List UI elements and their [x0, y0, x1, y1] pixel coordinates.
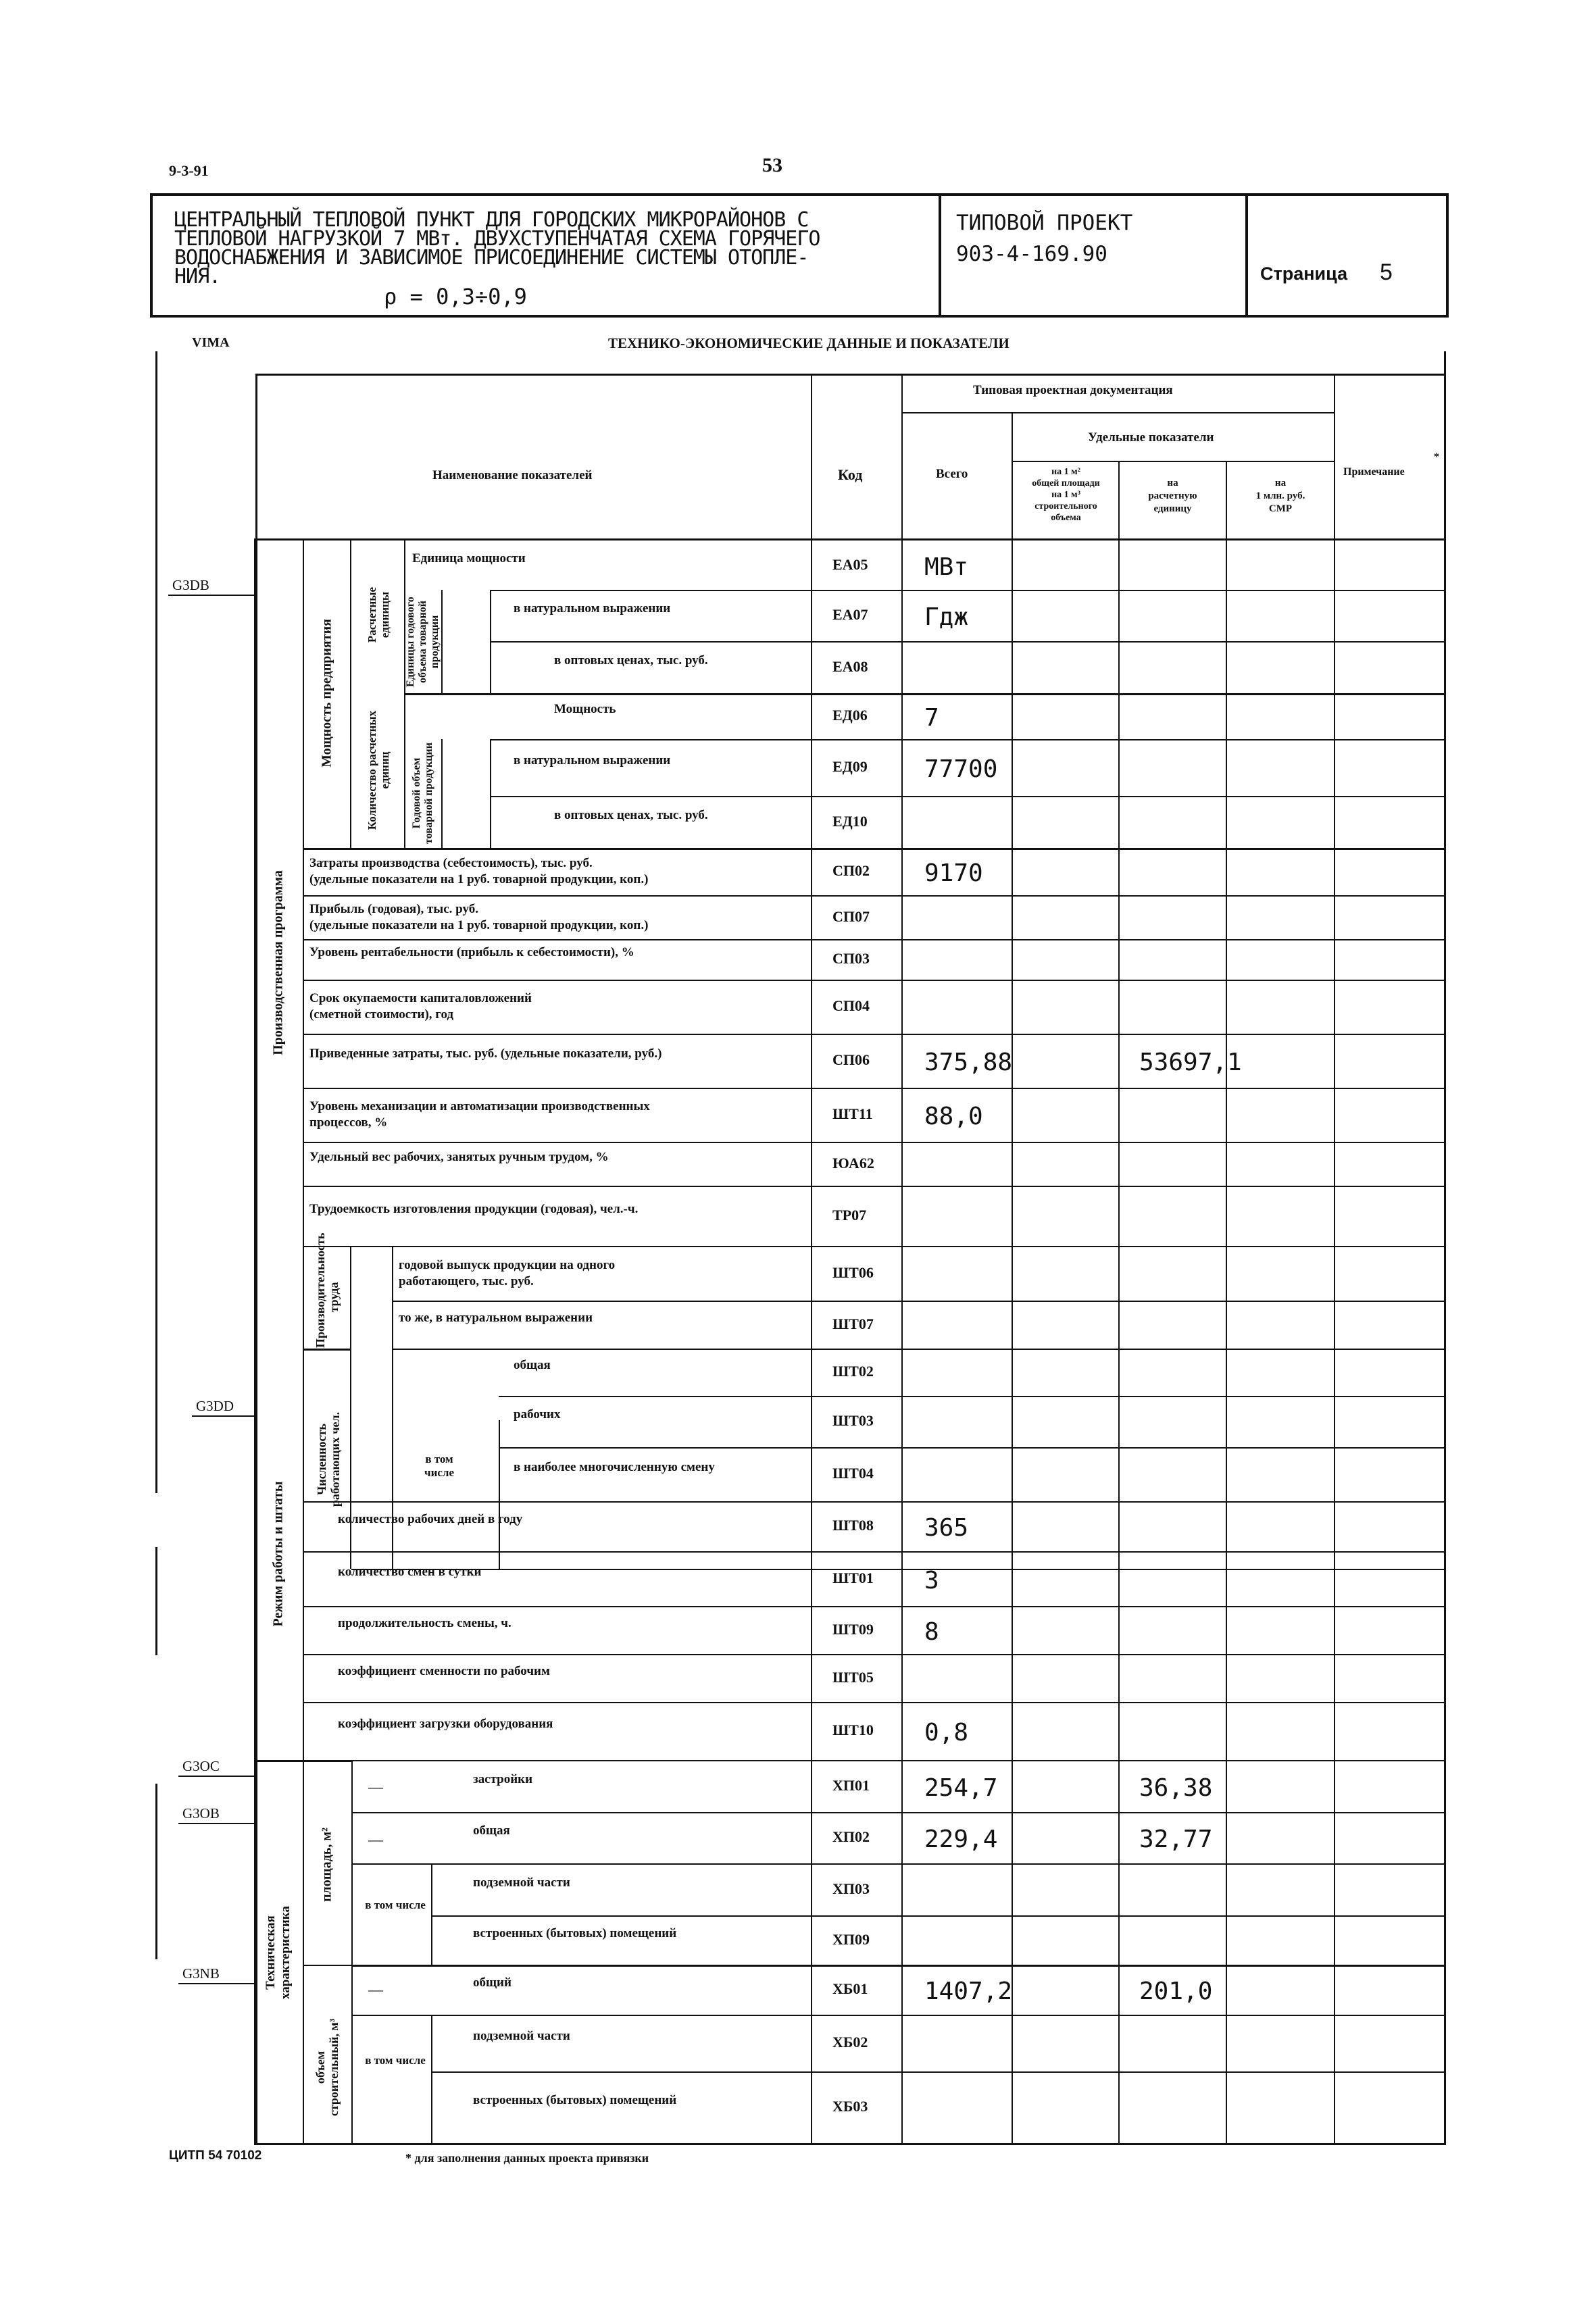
row-code: ЕД09 [832, 758, 868, 775]
row-label: Удельный вес рабочих, занятых ручным трудом, % [309, 1149, 609, 1164]
row-label: в натуральном выражении [514, 601, 671, 615]
row-separator [303, 1142, 1446, 1143]
row-spec2-value: 36,38 [1139, 1774, 1213, 1802]
row-separator [303, 980, 1446, 981]
row-label: Прибыль (годовая), тыс. руб. (удельные показатели на 1 руб. товарной продукции, коп.) [309, 901, 649, 932]
row-code: ШТ08 [832, 1517, 874, 1534]
row-label: общая [473, 1823, 510, 1838]
row-separator [303, 1654, 1446, 1655]
row-label: подземной части [473, 1875, 570, 1890]
row-separator [499, 1396, 1446, 1397]
row-code: ТР07 [832, 1206, 867, 1224]
row-code: ЕА07 [832, 606, 868, 623]
project-label: ТИПОВОЙ ПРОЕКТ [956, 211, 1133, 235]
row-code: ЮА62 [832, 1154, 874, 1172]
row-label: в наиболее многочисленную смену [514, 1460, 715, 1474]
row-separator [490, 739, 1446, 740]
row-separator [404, 693, 1446, 695]
row-code: ЕД06 [832, 707, 868, 724]
row-code: СП02 [832, 862, 870, 879]
row-label: застройки [473, 1771, 533, 1786]
row-total: 7 [924, 704, 939, 732]
row-label: подземной части [473, 2029, 570, 2043]
page-label: Страница [1260, 263, 1348, 284]
row-separator [303, 1702, 1446, 1703]
row-label: Затраты производства (себестоимость), тыс. руб. (удельные показатели на 1 руб. товарной продукции, коп.) [309, 856, 649, 886]
row-label: встроенных (бытовых) помещений [473, 1926, 677, 1940]
row-total: 9170 [924, 859, 983, 887]
side-code-pointer [178, 1776, 255, 1777]
section-annual-output: Годовой объем товарной продукции [411, 743, 434, 844]
row-code: ХП01 [832, 1776, 870, 1794]
incl-label-headcount: в том числе [424, 1453, 454, 1479]
row-code: СП03 [832, 950, 870, 967]
row-total: 254,7 [924, 1774, 998, 1802]
row-separator [490, 590, 1446, 591]
side-code: G3OB [182, 1805, 220, 1821]
row-label: в оптовых ценах, тыс. руб. [554, 807, 708, 822]
row-label: Уровень механизации и автоматизации производственных процессов, % [309, 1099, 650, 1130]
side-code-pointer [178, 1823, 255, 1824]
side-code: G3OC [182, 1758, 220, 1774]
row-label: то же, в натуральном выражении [399, 1310, 593, 1325]
table-title: ТЕХНИКО-ЭКОНОМИЧЕСКИЕ ДАННЫЕ И ПОКАЗАТЕЛИ [608, 335, 1009, 351]
row-code: ХБ02 [832, 2034, 868, 2051]
row-total: 229,4 [924, 1826, 998, 1853]
side-code: G3NB [182, 1965, 220, 1982]
row-code: ЕА08 [832, 657, 868, 675]
form-code: VIMA [192, 335, 230, 350]
row-total: МВт [924, 553, 969, 581]
row-label: Мощность [554, 702, 616, 716]
row-separator [392, 1301, 1446, 1302]
col-spec3-header: на 1 млн. руб. СМР [1255, 478, 1305, 514]
row-total: 1407,2 [924, 1978, 1013, 2005]
section-area: площадь, м² [319, 1828, 334, 1902]
row-total: 365 [924, 1514, 969, 1542]
row-code: ШТ06 [832, 1263, 874, 1281]
row-code: ШТ11 [832, 1105, 873, 1122]
row-code: ШТ03 [832, 1412, 874, 1429]
row-separator [303, 895, 1446, 897]
row-total: 8 [924, 1617, 939, 1646]
footer-stamp: ЦИТП 54 70102 [169, 2148, 262, 2163]
row-separator [431, 2071, 1446, 2073]
row-label: в натуральном выражении [514, 753, 671, 768]
note-asterisk: * [1434, 451, 1439, 463]
incl-label-area: в том числе [365, 1898, 426, 1911]
row-separator [303, 1088, 1446, 1089]
row-separator [351, 1760, 1446, 1761]
row-separator [499, 1447, 1446, 1449]
rho-range: ρ = 0,3÷0,9 [384, 284, 527, 309]
row-separator [351, 1812, 1446, 1813]
row-separator [303, 848, 1446, 849]
row-code: ЕА05 [832, 555, 868, 573]
row-label: годовой выпуск продукции на одного работающего, тыс. руб. [399, 1257, 616, 1288]
section-count-calc-units: Количество расчетных единиц [366, 710, 391, 830]
row-separator [303, 1186, 1446, 1187]
dash-zastroyki: — [368, 1778, 383, 1795]
incl-label-volume: в том числе [365, 2054, 426, 2067]
row-total: 375,88 [924, 1049, 1013, 1076]
row-code: ХП03 [832, 1880, 870, 1897]
col-spec2-header: на расчетную единицу [1148, 478, 1197, 514]
row-total: Гдж [924, 603, 969, 631]
row-spec2-value: 32,77 [1139, 1826, 1213, 1853]
row-separator [303, 1501, 1446, 1503]
row-total: 0,8 [924, 1719, 969, 1746]
row-code: ХБ03 [832, 2098, 868, 2115]
row-separator [303, 1606, 1446, 1607]
section-capacity: Мощность предприятия [319, 619, 334, 768]
row-label: общая [514, 1358, 551, 1372]
col-note-header: Примечание [1343, 466, 1405, 478]
row-separator [303, 1034, 1446, 1035]
col-name-header: Наименование показателей [432, 468, 593, 482]
row-total: 88,0 [924, 1103, 983, 1130]
col-specific-group-header: Удельные показатели [1088, 430, 1214, 445]
row-separator [431, 1863, 1446, 1865]
header-title: ЦЕНТРАЛЬНЫЙ ТЕПЛОВОЙ ПУНКТ ДЛЯ ГОРОДСКИХ МИКРОРАЙОНОВ С ТЕПЛОВОЙ НАГРУЗКОЙ 7 МВт. ДВУХСТУПЕНЧАТАЯ СХЕМА ГОРЯЧЕГО ВОДОСНАБЖЕНИЯ И ЗАВИСИМОЕ ПРИСОЕДИНЕНИЕ СИСТЕМЫ ОТОПЛЕ- НИЯ. [174, 208, 820, 288]
row-label: общий [473, 1976, 512, 1990]
dash-obshchiy: — [368, 1981, 383, 1998]
row-label: продолжительность смены, ч. [338, 1615, 512, 1630]
row-label: встроенных (бытовых) помещений [473, 2093, 677, 2107]
row-code: ШТ10 [832, 1721, 874, 1738]
row-code: ШТ02 [832, 1363, 874, 1380]
side-code-pointer [192, 1415, 255, 1417]
row-code: СП04 [832, 997, 870, 1014]
row-label: количество рабочих дней в году [338, 1512, 523, 1526]
row-separator [351, 1965, 1446, 1966]
side-code: G3DD [196, 1398, 234, 1414]
row-separator [303, 939, 1446, 940]
row-total: 3 [924, 1566, 939, 1594]
side-code: G3DB [172, 577, 209, 593]
row-spec2-value: 201,0 [1139, 1978, 1213, 2005]
page-value: 5 [1380, 259, 1393, 285]
row-code: ХП02 [832, 1828, 870, 1845]
row-label: коэффициент сменности по рабочим [338, 1663, 550, 1678]
row-code: ХП09 [832, 1930, 870, 1948]
row-label: коэффициент загрузки оборудования [338, 1717, 553, 1731]
col-total-header: Всего [936, 467, 968, 481]
row-code: ШТ07 [832, 1315, 874, 1332]
row-label: рабочих [514, 1407, 561, 1422]
section-unit-output: Единицы годового объема товарной продукции [405, 597, 441, 687]
section-tech-char: Техническая характеристика [264, 1906, 293, 1999]
section-calc-units: Расчетные единицы [366, 586, 391, 643]
row-code: СП07 [832, 907, 870, 925]
dash-obshchaya: — [368, 1831, 383, 1848]
side-code-pointer [168, 595, 255, 596]
row-label: в оптовых ценах, тыс. руб. [554, 653, 708, 668]
row-total: 77700 [924, 755, 998, 783]
row-label: Уровень рентабельности (прибыль к себестоимости), % [309, 945, 634, 959]
side-code-pointer [178, 1983, 255, 1984]
col-spec1-header: на 1 м² общей площади на 1 м³ строительного объема [1032, 467, 1100, 523]
section-volume: объем строительный, м³ [314, 2018, 341, 2117]
row-label: Приведенные затраты, тыс. руб. (удельные показатели, руб.) [309, 1047, 662, 1061]
row-code: ШТ01 [832, 1569, 874, 1586]
row-label: Трудоемкость изготовления продукции (годовая), чел.-ч. [309, 1201, 639, 1216]
row-label: количество смен в сутки [338, 1564, 482, 1579]
page-number: 53 [762, 154, 782, 176]
row-code: СП06 [832, 1051, 870, 1068]
row-code: ХБ01 [832, 1980, 868, 1997]
section-labor-productivity: Производительность труда [314, 1232, 341, 1348]
row-spec2-value: 53697,1 [1139, 1049, 1242, 1076]
section-headcount: Численность работающих чел. [315, 1411, 342, 1507]
row-separator [392, 1246, 1446, 1247]
col-code-header: Код [838, 466, 863, 483]
row-code: ШТ09 [832, 1620, 874, 1638]
row-code: ШТ04 [832, 1465, 874, 1482]
row-code: ШТ05 [832, 1668, 874, 1686]
section-production-program: Производственная программа [270, 870, 286, 1055]
row-separator [490, 641, 1446, 643]
row-label: Срок окупаемости капиталовложений (сметной стоимости), год [309, 991, 532, 1022]
row-separator [431, 1915, 1446, 1917]
series-number: 9-3-91 [169, 162, 209, 179]
project-code: 903-4-169.90 [956, 242, 1107, 266]
row-separator [490, 796, 1446, 797]
section-work-mode: Режим работы и штаты [270, 1481, 286, 1627]
row-code: ЕД10 [832, 812, 868, 830]
row-label: Единица мощности [412, 551, 526, 565]
row-separator [303, 1551, 1446, 1553]
row-separator [392, 1349, 1446, 1350]
col-doc-group-header: Типовая проектная документация [973, 383, 1173, 397]
row-separator [431, 2015, 1446, 2016]
footer-footnote: * для заполнения данных проекта привязки [405, 2151, 649, 2165]
